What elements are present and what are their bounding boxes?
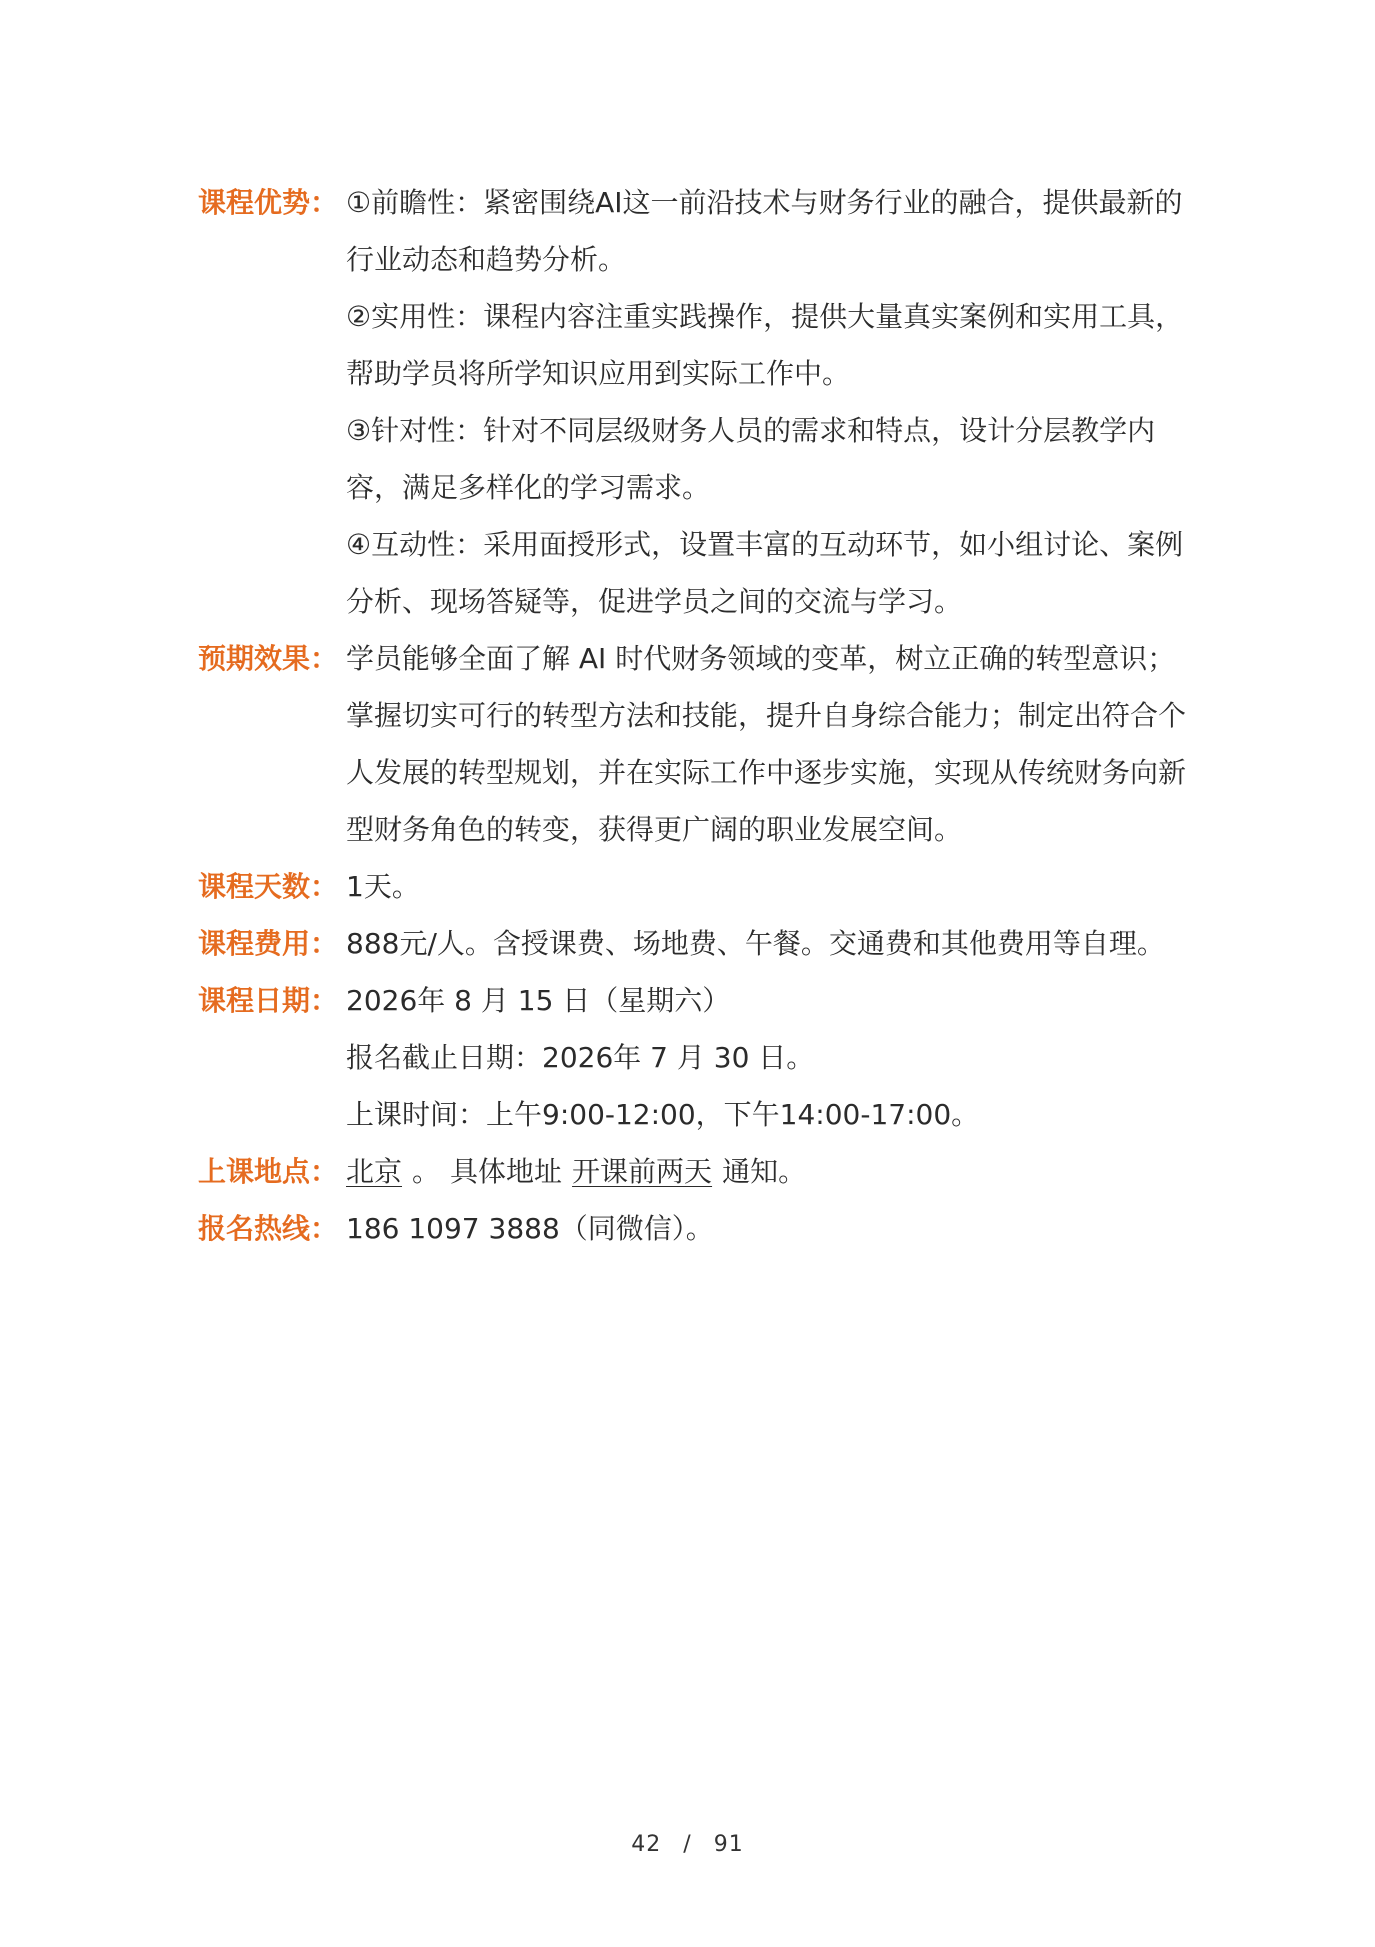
course-info [198, 174, 1198, 1257]
course-date-value: 2026年 8 月 15 日（星期六） [346, 984, 731, 1017]
course-location-value [346, 1143, 1198, 1200]
page-number [0, 1832, 1375, 1857]
course-date-lines [346, 972, 1198, 1143]
advantage-item: ②实用性：课程内容注重实践操作，提供大量真实案例和实用工具，帮助学员将所学知识应用到实际工作中。 [346, 300, 1184, 390]
expected-effect-text: 学员能够全面了解 AI 时代财务领域的变革，树立正确的转型意识；掌握切实可行的转型方法和技能，提升自身综合能力；制定出符合个人发展的转型规划，并在实际工作中逐步实施，实现从传统财务向新型财务角色的转变，获得更广阔的职业发展空间。 [346, 642, 1187, 846]
page-current: 42 [631, 1832, 662, 1857]
location-city: 北京 [346, 1155, 403, 1188]
course-date-section [198, 972, 1198, 1143]
course-date-label: 课程日期： [198, 984, 339, 1017]
course-location-label: 上课地点： [198, 1155, 339, 1188]
course-advantages-label: 课程优势： [198, 186, 339, 219]
hotline-label: 报名热线： [198, 1212, 339, 1245]
course-days-value: 1天。 [346, 870, 420, 903]
advantage-item: ①前瞻性：紧密围绕AI这一前沿技术与财务行业的融合，提供最新的行业动态和趋势分析。 [346, 186, 1183, 276]
expected-effect-label: 预期效果： [198, 642, 339, 675]
hotline-value: 186 1097 3888（同微信）。 [346, 1212, 714, 1245]
page-separator: / [683, 1832, 692, 1857]
course-fee-section [198, 915, 1198, 972]
course-days-section [198, 858, 1198, 915]
hotline-section [198, 1200, 1198, 1257]
course-advantages-list [346, 174, 1198, 630]
expected-effect-section [198, 630, 1198, 858]
location-suffix: 通知。 [722, 1155, 807, 1188]
registration-deadline: 报名截止日期：2026年 7 月 30 日。 [346, 1041, 815, 1074]
course-fee-label: 课程费用： [198, 927, 339, 960]
advantage-item: ④互动性：采用面授形式，设置丰富的互动环节，如小组讨论、案例分析、现场答疑等，促进学员之间的交流与学习。 [346, 528, 1184, 618]
course-days-label: 课程天数： [198, 870, 339, 903]
course-fee-value: 888元/人。含授课费、场地费、午餐。交通费和其他费用等自理。 [346, 927, 1165, 960]
class-time: 上课时间：上午9:00-12:00，下午14:00-17:00。 [346, 1098, 980, 1131]
page-total: 91 [713, 1832, 744, 1857]
advantage-item: ③针对性：针对不同层级财务人员的需求和特点，设计分层教学内容，满足多样化的学习需求。 [346, 414, 1156, 504]
location-separator: 。 [412, 1155, 441, 1188]
location-notice-time: 开课前两天 [572, 1155, 713, 1188]
course-location-section [198, 1143, 1198, 1200]
course-advantages-section [198, 174, 1198, 630]
location-prefix: 具体地址 [450, 1155, 563, 1188]
